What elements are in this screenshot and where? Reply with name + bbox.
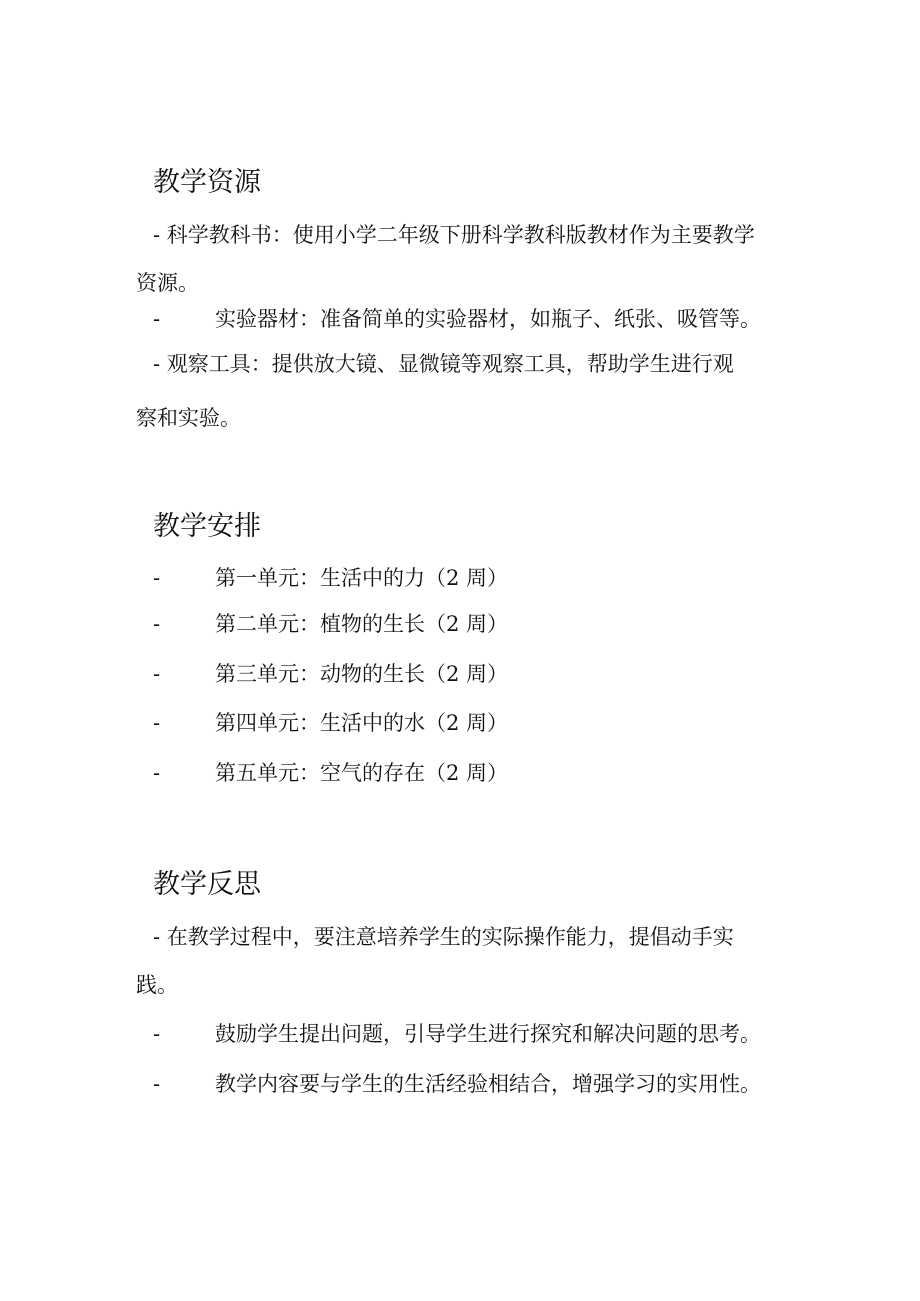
list-item-text: 第一单元：生活中的力（2 周） (215, 566, 509, 590)
list-dash: - (153, 612, 161, 636)
section-heading-resources: 教学资源 (153, 167, 261, 198)
list-dash: - (153, 662, 161, 686)
list-item-unit-2 (153, 609, 508, 639)
list-item-unit-4 (153, 708, 508, 738)
list-dash: - (153, 761, 161, 785)
list-item-unit-1 (153, 563, 508, 593)
list-item-text: 鼓励学生提出问题，引导学生进行探究和解决问题的思考。 (215, 1022, 761, 1046)
list-item-life-experience (153, 1069, 761, 1099)
paragraph-line: - 在教学过程中，要注意培养学生的实际操作能力，提倡动手实 (153, 925, 734, 949)
paragraph-observation-tools (136, 340, 821, 442)
list-dash: - (153, 711, 161, 735)
paragraph-line: 践。 (136, 973, 178, 997)
paragraph-line: - 科学教科书：使用小学二年级下册科学教科版教材作为主要教学 (153, 223, 755, 247)
section-heading-schedule: 教学安排 (153, 511, 261, 542)
section-heading-reflection: 教学反思 (153, 869, 261, 900)
list-item-text: 第四单元：生活中的水（2 周） (215, 711, 509, 735)
paragraph-practical-skills (136, 913, 821, 1009)
paragraph-textbook (136, 211, 821, 307)
list-dash: - (153, 1072, 161, 1096)
list-item-unit-3 (153, 659, 508, 689)
list-dash: - (153, 307, 161, 331)
list-item-text: 教学内容要与学生的生活经验相结合，增强学习的实用性。 (215, 1072, 761, 1096)
list-item-text: 第二单元：植物的生长（2 周） (215, 612, 509, 636)
list-dash: - (153, 566, 161, 590)
list-item-text: 第三单元：动物的生长（2 周） (215, 662, 509, 686)
list-item-text: 第五单元：空气的存在（2 周） (215, 761, 509, 785)
list-item-unit-5 (153, 758, 508, 788)
list-dash: - (153, 1022, 161, 1046)
paragraph-line: 察和实验。 (136, 406, 241, 430)
list-item-equipment (153, 304, 761, 334)
list-item-encourage-questions (153, 1019, 761, 1049)
paragraph-line: - 观察工具：提供放大镜、显微镜等观察工具，帮助学生进行观 (153, 352, 734, 376)
list-item-text: 实验器材：准备简单的实验器材，如瓶子、纸张、吸管等。 (215, 307, 761, 331)
paragraph-line: 资源。 (136, 271, 199, 295)
